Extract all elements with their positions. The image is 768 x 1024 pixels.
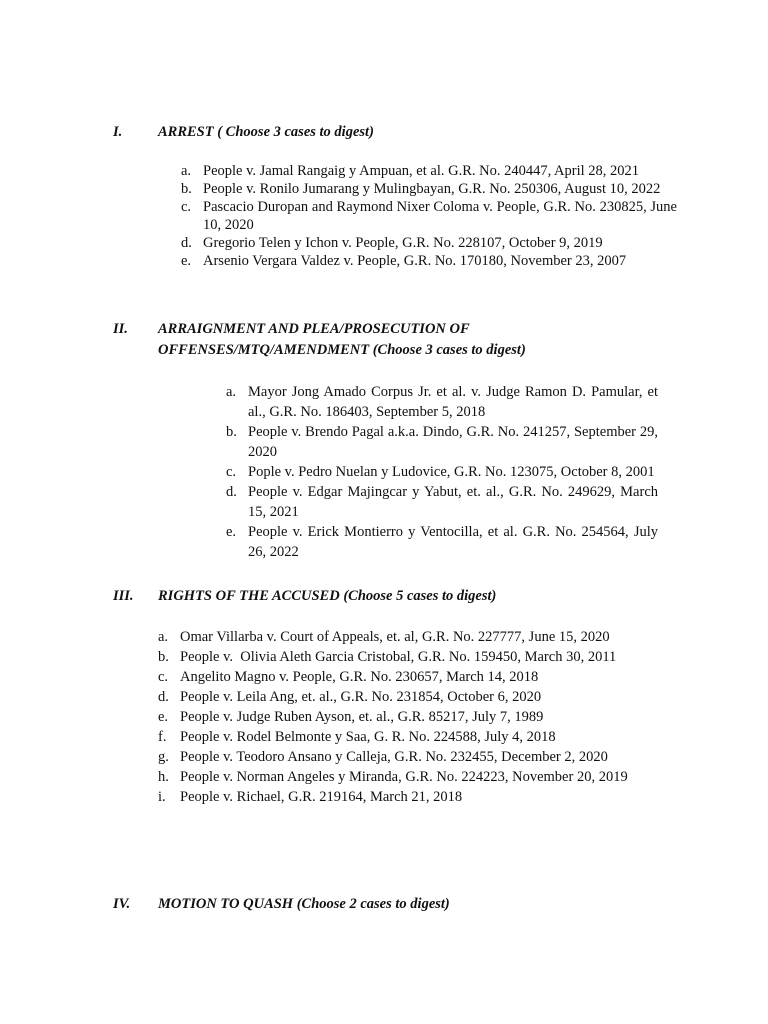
section-title: MOTION TO QUASH (Choose 2 cases to digest) [158, 896, 450, 912]
case-list [181, 162, 677, 270]
list-marker: c. [158, 669, 169, 685]
case-citation: People v. Rodel Belmonte y Saa, G. R. No. 224588, July 4, 2018 [180, 729, 556, 745]
case-citation: People v. Norman Angeles y Miranda, G.R. No. 224223, November 20, 2019 [180, 769, 628, 785]
case-citation: People v. Leila Ang, et. al., G.R. No. 231854, October 6, 2020 [180, 689, 542, 705]
list-marker: h. [158, 769, 169, 785]
case-citation: People v. Richael, G.R. 219164, March 21, 2018 [180, 789, 463, 805]
list-item [158, 707, 660, 727]
list-marker: c. [226, 464, 237, 480]
list-marker: c. [181, 199, 192, 215]
list-marker: a. [158, 629, 169, 645]
list-item [158, 747, 660, 767]
list-item [226, 462, 658, 482]
list-marker: i. [158, 789, 166, 805]
section-numeral: IV. [113, 896, 131, 912]
list-item [158, 667, 660, 687]
list-marker: e. [181, 253, 192, 269]
case-citation: People v. Teodoro Ansano y Calleja, G.R. No. 232455, December 2, 2020 [180, 749, 608, 765]
list-item [226, 522, 658, 562]
list-item [158, 627, 660, 647]
case-citation: Angelito Magno v. People, G.R. No. 230657, March 14, 2018 [180, 669, 539, 685]
case-citation: People v. Edgar Majingcar y Yabut, et. al., G.R. No. 249629, March 15, 2021 [248, 484, 658, 520]
list-item [226, 482, 658, 522]
section-numeral: I. [113, 124, 123, 140]
list-marker: f. [158, 729, 167, 745]
case-citation: Arsenio Vergara Valdez v. People, G.R. No. 170180, November 23, 2007 [203, 253, 627, 269]
list-marker: e. [226, 524, 237, 540]
case-citation: People v. Brendo Pagal a.k.a. Dindo, G.R. No. 241257, September 29, 2020 [248, 424, 658, 460]
case-citation: Omar Villarba v. Court of Appeals, et. al, G.R. No. 227777, June 15, 2020 [180, 629, 610, 645]
case-citation: Gregorio Telen y Ichon v. People, G.R. No. 228107, October 9, 2019 [203, 235, 603, 251]
list-item [158, 787, 660, 807]
list-item [226, 382, 658, 422]
case-citation: People v. Erick Montierro y Ventocilla, et al. G.R. No. 254564, July 26, 2022 [248, 524, 658, 560]
case-citation: Mayor Jong Amado Corpus Jr. et al. v. Judge Ramon D. Pamular, et al., G.R. No. 186403, September 5, 2018 [248, 384, 658, 420]
list-item [158, 767, 660, 787]
list-marker: d. [181, 235, 192, 251]
list-marker: d. [226, 484, 237, 500]
list-item [158, 727, 660, 747]
case-citation: People v. Olivia Aleth Garcia Cristobal, G.R. No. 159450, March 30, 2011 [180, 649, 617, 665]
list-item [181, 252, 677, 270]
case-list [226, 382, 658, 562]
list-marker: g. [158, 749, 169, 765]
list-item [181, 234, 677, 252]
case-citation: People v. Judge Ruben Ayson, et. al., G.R. 85217, July 7, 1989 [180, 709, 544, 725]
section-title: ARRAIGNMENT AND PLEA/PROSECUTION OF OFFENSES/MTQ/AMENDMENT (Choose 3 cases to digest) [158, 321, 526, 358]
case-citation: People v. Jamal Rangaig y Ampuan, et al. G.R. No. 240447, April 28, 2021 [203, 163, 640, 179]
list-item [158, 647, 660, 667]
case-list [158, 627, 660, 807]
section-title: RIGHTS OF THE ACCUSED (Choose 5 cases to digest) [158, 588, 497, 604]
list-item [181, 162, 677, 180]
list-item [158, 687, 660, 707]
list-item [181, 180, 677, 198]
section-title: ARREST ( Choose 3 cases to digest) [158, 124, 374, 140]
list-item [226, 422, 658, 462]
section-numeral: III. [113, 588, 134, 604]
case-citation: People v. Ronilo Jumarang y Mulingbayan, G.R. No. 250306, August 10, 2022 [203, 181, 661, 197]
case-citation: Pascacio Duropan and Raymond Nixer Coloma v. People, G.R. No. 230825, June 10, 2020 [203, 199, 677, 233]
list-marker: e. [158, 709, 169, 725]
list-marker: b. [226, 424, 237, 440]
list-marker: a. [226, 384, 237, 400]
list-marker: b. [158, 649, 169, 665]
list-marker: b. [181, 181, 192, 197]
list-item [181, 198, 677, 234]
list-marker: d. [158, 689, 169, 705]
list-marker: a. [181, 163, 192, 179]
case-citation: Pople v. Pedro Nuelan y Ludovice, G.R. No. 123075, October 8, 2001 [248, 464, 655, 480]
section-numeral: II. [113, 321, 128, 337]
